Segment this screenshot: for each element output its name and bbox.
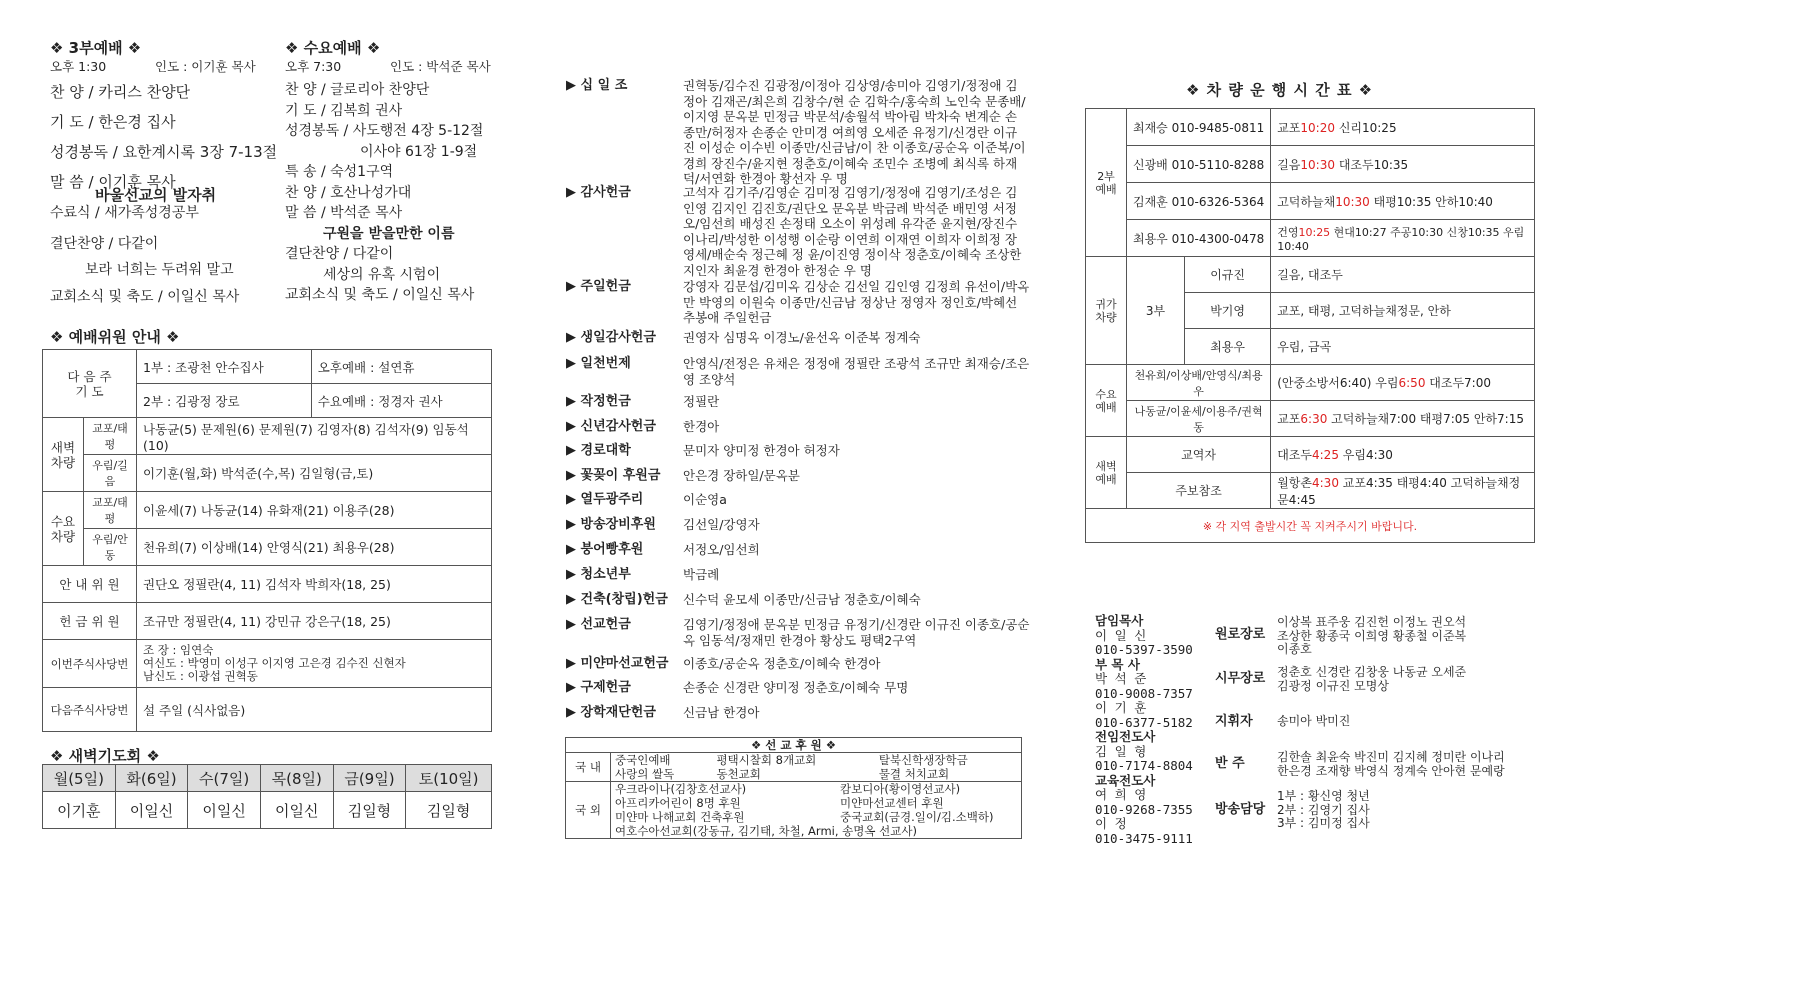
- area-cell: 교포/태평: [84, 418, 137, 455]
- vehicle-note: ※ 각 지역 출발시간 꼭 지켜주시기 바랍니다.: [1086, 509, 1535, 543]
- offering-label: ▶ 건축(창립)헌금: [566, 592, 668, 607]
- mission-title: ❖ 선 교 후 원 ❖: [566, 738, 1022, 753]
- offering-label: ▶ 감사헌금: [566, 185, 631, 200]
- offering-names: 권혁동/김수진 김광정/이정아 김상영/송미아 김영기/정정애 김정아 김재곤/최은희 김창수/현 순 김학수/홍숙희 노인숙 문종배/이지영 문옥분 민정금 박문석/송월석 박아림 박차숙 변계순 손종만/허정자 손종순 안미경 여희영 오세준 유정기/신경란 이규진 이성순 이수빈 이종만/신금남/이 찬 이종호/공순옥 이준복/이경희 장진수/윤지현 정춘호/이혜숙 조민수 조병예 최식록 하재덕/서연화 한경아 황선자 우 명: [683, 78, 1026, 186]
- service3-sermon-title: 바울선교의 발자취: [95, 186, 217, 204]
- order-row: 특 송 / 숙성1구역: [285, 164, 394, 180]
- domestic-label: 국 내: [566, 753, 611, 782]
- leader-cell: 김일형: [333, 792, 406, 829]
- home-service: 3부: [1127, 257, 1185, 365]
- offering-names: 김영기/정정애 문옥분 민정금 유정기/신경란 이규진 이종호/공순옥 임동석/정재민 한경아 황상도 평택2구역: [683, 617, 1030, 648]
- offering-label: ▶ 작정헌금: [566, 394, 631, 409]
- driver-cell: 최용우: [1185, 329, 1271, 365]
- driver-cell: 김재훈 010-6326-5364: [1127, 183, 1271, 220]
- home-label: 귀가 차량: [1086, 257, 1127, 365]
- offering-names: 신수덕 윤모세 이종만/신금남 정춘호/이혜숙: [683, 592, 921, 607]
- leader-cell: 이일신: [115, 792, 188, 829]
- route-cell: 고덕하늘채10:30 태평10:35 안하10:40: [1271, 183, 1535, 220]
- offering-label: ▶ 방송장비후원: [566, 517, 656, 532]
- route-cell: 교포, 태평, 고덕하늘채정문, 안하: [1271, 293, 1535, 329]
- offering-label: ▶ 청소년부: [566, 567, 631, 582]
- offering-label: ▶ 일천번제: [566, 356, 631, 371]
- offering-names: 이종호/공순옥 정춘호/이혜숙 한경아: [683, 656, 881, 671]
- route-cell: (안중소방서6:40) 우림6:50 대조두7:00: [1271, 365, 1535, 401]
- kitchen-value: 조 장 : 임연숙 여신도 : 박영미 이성구 이지영 고은경 김수진 신현자 남신도 : 이광섭 권혁동: [137, 640, 492, 688]
- service3-time: 오후 1:30: [50, 59, 107, 74]
- driver-cell: 나동균/이윤세/이용주/권혁동: [1127, 401, 1271, 437]
- mission-table: ❖ 선 교 후 원 ❖ 국 내 중국인예배 사랑의 쌀독 평택시찰회 8개교회 동천교회 탈북신학생장학금 물결 처치교회 국 외 우크라이나(김창호선교사) 캄보디아(황이영선교사) 아프리카어린이 8명 후원 미얀마선교센터 후원 미얀마 나해교회 건축후원 중국교회(금경.일이/김.소백하) 여호수아선교회(강동규, 김기태, 차철, Armi, 송명옥 선교사): [565, 737, 1022, 839]
- wednesday-time: 오후 7:30: [285, 59, 342, 74]
- service3-song: 보라 너희는 두려워 말고: [85, 262, 234, 278]
- committee-table: [42, 349, 492, 732]
- prayer-cell: 2부 : 김광정 장로: [137, 384, 312, 418]
- leader-cell: 이일신: [188, 792, 261, 829]
- driver-cell: 이규진: [1185, 257, 1271, 293]
- area-cell: 우림/안동: [84, 529, 137, 566]
- offering-names: 박금례: [683, 567, 720, 582]
- route-cell: 월항촌4:30 교포4:35 태평4:40 고덕하늘채정문4:45: [1271, 473, 1535, 509]
- prayer-cell: 1부 : 조광천 안수집사: [137, 350, 312, 384]
- day-cell: 금(9일): [333, 765, 406, 792]
- offering-names: 이순영a: [683, 492, 727, 507]
- service3-title: ❖ 3부예배 ❖: [50, 39, 142, 57]
- leader-cell: 이일신: [260, 792, 333, 829]
- wed-label: 수요 예배: [1086, 365, 1127, 437]
- route-cell: 우림, 금곡: [1271, 329, 1535, 365]
- dawn-prayer-title: ❖ 새벽기도회 ❖: [50, 747, 160, 765]
- driver-cell: 주보참조: [1127, 473, 1271, 509]
- wednesday-sermon-title: 구원을 받을만한 이름: [323, 225, 455, 242]
- driver-cell: 박기영: [1185, 293, 1271, 329]
- offering-label: 헌 금 위 원: [43, 603, 137, 640]
- prayer-cell: 오후예배 : 설연휴: [311, 350, 491, 384]
- offering-label: ▶ 미얀마선교헌금: [566, 656, 669, 671]
- foreign-label: 국 외: [566, 782, 611, 839]
- car-cell: 이윤세(7) 나동균(14) 유화재(21) 이용주(28): [137, 492, 492, 529]
- offering-names: 신금남 한경아: [683, 705, 760, 720]
- order-row: 교회소식 및 축도 / 이일신 목사: [50, 289, 240, 305]
- order-row: 말 씀 / 이기훈 목사: [50, 173, 176, 191]
- offering-names: 안영식/전정은 유채은 정정애 정필란 조광석 조규만 최재승/조은영 조양석: [683, 356, 1030, 387]
- offering-label: ▶ 꽃꽂이 후원금: [566, 468, 661, 483]
- offering-names: 정필란: [683, 394, 720, 409]
- order-row: 성경봉독 / 사도행전 4장 5-12절: [285, 123, 484, 139]
- offering-names: 고석자 김기주/김영순 김미정 김영기/정정애 김영기/조성은 김인영 김지인 김진호/권단오 문옥분 박금례 박석준 배민영 서정오/임선희 배성진 손정태 오소이 위성례 유각준 윤지현/장진수 이나리/박성한 이성행 이순랑 이연희 이재연 이희자 이희정 장영세/배순숙 정근혜 정 윤/이진영 정이삭 정춘호/이혜숙 조상한 지인자 최윤경 한경아 한정순 우 명: [683, 185, 1022, 278]
- route-cell: 대조두4:25 우림4:30: [1271, 437, 1535, 473]
- foreign-list: 우크라이나(김창호선교사) 캄보디아(황이영선교사) 아프리카어린이 8명 후원 미얀마선교센터 후원 미얀마 나해교회 건축후원 중국교회(금경.일이/김.소백하) 여호수아선교회(강동규, 김기태, 차철, Armi, 송명옥 선교사): [611, 782, 1022, 839]
- vehicle-table: [1085, 108, 1535, 543]
- usher-value: 권단오 정필란(4, 11) 김석자 박희자(18, 25): [137, 566, 492, 603]
- route-cell: 건영10:25 현대10:27 주공10:30 신창10:35 우림10:40: [1271, 220, 1535, 257]
- offering-label: ▶ 붕어빵후원: [566, 542, 644, 557]
- prayer-label: 다 음 주 기 도: [43, 350, 137, 418]
- day-cell: 목(8일): [260, 765, 333, 792]
- offering-names: 강영자 김문섭/김미옥 김상순 김선일 김인영 김정희 유선이/박옥만 박영의 이원숙 이종만/신금남 정상난 정영자 정인호/박혜선 추봉애 주일헌금: [683, 279, 1030, 325]
- dawn-label: 새벽 예배: [1086, 437, 1127, 509]
- driver-cell: 신광배 010-5110-8288: [1127, 146, 1271, 183]
- wednesday-order: [285, 80, 483, 306]
- order-row: 찬 양 / 카리스 찬양단: [50, 83, 191, 101]
- offering-label: ▶ 신년감사헌금: [566, 419, 656, 434]
- car-cell: 나동균(5) 문제원(6) 문제원(7) 김영자(8) 김석자(9) 임동석(10): [137, 418, 492, 455]
- dawn-prayer-table: [42, 764, 492, 829]
- day-cell: 토(10일): [406, 765, 492, 792]
- route-cell: 길음10:30 대조두10:35: [1271, 146, 1535, 183]
- route-cell: 교포6:30 고덕하늘채7:00 태평7:05 안하7:15: [1271, 401, 1535, 437]
- sunday2-label: 2부 예배: [1086, 109, 1127, 257]
- offering-names: 김선일/강영자: [683, 517, 760, 532]
- driver-cell: 교역자: [1127, 437, 1271, 473]
- order-row: 찬 양 / 호산나성가대: [285, 184, 412, 201]
- offering-label: ▶ 십 일 조: [566, 78, 628, 93]
- wednesday-song: 세상의 유혹 시험이: [323, 266, 441, 283]
- offering-label: ▶ 구제헌금: [566, 680, 631, 695]
- leader-cell: 김일형: [406, 792, 492, 829]
- dawn-car-label: 새벽 차량: [43, 418, 84, 492]
- leader-cell: 이기훈: [43, 792, 116, 829]
- wed-car-label: 수요 차량: [43, 492, 84, 566]
- offering-label: ▶ 주일헌금: [566, 279, 631, 294]
- area-cell: 우림/길음: [84, 455, 137, 492]
- day-cell: 월(5일): [43, 765, 116, 792]
- route-cell: 길음, 대조두: [1271, 257, 1535, 293]
- offering-names: 안은경 장하일/문옥분: [683, 468, 800, 483]
- offering-names: 권영자 심명옥 이경노/윤선옥 이준복 정계숙: [683, 330, 921, 345]
- day-cell: 화(6일): [115, 765, 188, 792]
- service3-order: [50, 77, 277, 197]
- car-cell: 천유희(7) 이상배(14) 안영식(21) 최용우(28): [137, 529, 492, 566]
- vehicle-title: ❖ 차 량 운 행 시 간 표 ❖: [1186, 81, 1374, 99]
- order-row: 성경봉독 / 요한계시록 3장 7-13절: [50, 143, 278, 161]
- offering-names: 서정오/임선희: [683, 542, 760, 557]
- order-row: 기 도 / 한은경 집사: [50, 113, 176, 131]
- kitchen-label: 이번주식사당번: [43, 640, 137, 688]
- next-kitchen-value: 설 주일 (식사없음): [137, 688, 492, 732]
- wednesday-title: ❖ 수요예배 ❖: [285, 39, 381, 57]
- area-cell: 교포/태평: [84, 492, 137, 529]
- order-row: 교회소식 및 축도 / 이일신 목사: [285, 287, 475, 303]
- committee-title: ❖ 예배위원 안내 ❖: [50, 328, 180, 346]
- offering-label: ▶ 장학재단헌금: [566, 705, 656, 720]
- driver-cell: 최재승 010-9485-0811: [1127, 109, 1271, 146]
- usher-label: 안 내 위 원: [43, 566, 137, 603]
- car-cell: 이기훈(월,화) 박석준(수,목) 김일형(금,토): [137, 455, 492, 492]
- order-row: 이사야 61장 1-9절: [360, 143, 478, 160]
- order-row: 말 씀 / 박석준 목사: [285, 205, 403, 221]
- driver-cell: 천유희/이상배/안영식/최용우: [1127, 365, 1271, 401]
- order-row: 결단찬양 / 다같이: [285, 246, 394, 262]
- offering-names: 한경아: [683, 419, 720, 434]
- staff-list: 담임목사 이 일 신 010-5397-3590 부 목 사 박 석 준 010-9008-7357 이 기 훈 010-6377-5182 전임전도사 김 일 형 010-7174-8804 교육전도사 여 희 영 010-9268-7355 이 정 010-3475-9111: [1095, 613, 1193, 846]
- service3-leader: 인도 : 이기훈 목사: [155, 59, 256, 74]
- next-kitchen-label: 다음주식사당번: [43, 688, 137, 732]
- driver-cell: 최용우 010-4300-0478: [1127, 220, 1271, 257]
- order-row: 찬 양 / 글로리아 찬양단: [285, 82, 430, 98]
- prayer-cell: 수요예배 : 정경자 권사: [311, 384, 491, 418]
- offering-label: ▶ 열두광주리: [566, 492, 644, 507]
- day-cell: 수(7일): [188, 765, 261, 792]
- order-row: 수료식 / 새가족성경공부: [50, 205, 199, 221]
- offering-names: 문미자 양미정 한경아 허정자: [683, 443, 840, 458]
- offering-value: 조규만 정필란(4, 11) 강민규 강은구(18, 25): [137, 603, 492, 640]
- wednesday-leader: 인도 : 박석준 목사: [390, 59, 491, 74]
- offering-label: ▶ 경로대학: [566, 443, 631, 458]
- offering-names: 손종순 신경란 양미정 정춘호/이혜숙 무명: [683, 680, 909, 695]
- route-cell: 교포10:20 신리10:25: [1271, 109, 1535, 146]
- order-row: 기 도 / 김복희 권사: [285, 102, 403, 119]
- order-row: 결단찬양 / 다같이: [50, 236, 159, 252]
- offering-label: ▶ 선교헌금: [566, 617, 631, 632]
- offering-label: ▶ 생일감사헌금: [566, 330, 656, 345]
